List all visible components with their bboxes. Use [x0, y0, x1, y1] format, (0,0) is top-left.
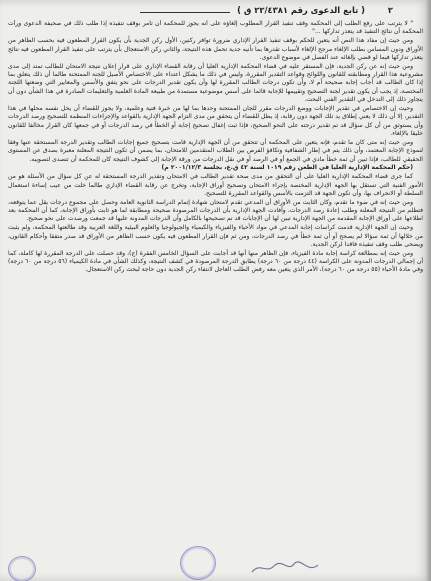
paragraph-review-scope: ومن حيث إنه عن ركن الجدية، فإن المستقر عليه في قضاء المحكمة الإدارية العليا أن رقابة القضاء الإداري على قرار إعلان نتيجة الامتحان للطالب تمتد إلى مدى مشروعية هذا القرار ومطابقته للقانون واللوائح وقواعد التقدير المقررة، وليس في ذلك ما يشكل اعتداء على الاختصاص الأصيل للجنة الممتحنة طالما أن ذلك يتعلق بما إذا كان الطالب قد أجاب إجابة صحيحة أم لا، وأن تكون درجات الطالب المقررة لها وأن يكون تقدير الدرجات على نحو يتفق والأسس والمعايير التي وضعتها اللجنة المختصة، إذ يجب أن يكون تقدير لجنة التصحيح وتقييمها للإجابة قائما على أسس موضوعية مستمدة من طبيعة المادة العلمية والتعليمات الصادرة في هذا الشأن دون أن يتجاوز ذلك إلى التدخل في التقدير الفني البحت.: [8, 62, 423, 104]
page-number: ٢: [387, 5, 393, 15]
paragraph-grading-authority: وحيث إن الاختصاص في تقدير الإجابات ووضع الدرجات مقرر للجان الممتحنة وحدها بما لها من خبرة فنية وعلمية، ولا يجوز للقضاء أن يحل نفسه محلها في هذا التقدير، إلا أن ذلك لا يعني إطلاق يد تلك الجهة دون رقابة، إذ يظل للقضاء أن يتحقق من مدى التزام الجهة الإدارية بالقواعد والإجراءات المنظمة للتصحيح ورصد الدرجات وأن يستوثق من أن كل سؤال قد تم تقدير درجته على النحو الصحيح، فإذا ثبت إغفال تصحيح إجابة أو الخطأ في رصد الدرجات أو في جمعها كان القرار مخالفا للقانون خليقا بالإلغاء.: [8, 104, 423, 137]
paragraph-physics-review: ومن حيث إنه بمطالعة كراسة إجابة مادة الفيزياء، فإن الظاهر منها أنها قد أجابت على السؤال الخامس الفقرة (ج)، وقد حصلت على الدرجة المقررة لها كاملة، كما أن إجمالي الدرجات المدونة على الكراسة (٤٤ درجة من ٦٠ درجة) يطابق الدرجة المرصودة في كشف النتيجة، وكذلك الشأن في مادة الكيمياء (٥٦ درجة من ٦٠ درجة) وفي مادة الأحياء (٥٥ درجة من ٦٠ درجة)، الأمر الذي يتعين معه رفض الطلب العاجل لانتفاء ركن الجدية دون حاجة لبحث ركن الاستعجال.: [8, 249, 423, 274]
paragraph-statute-quote: " لا يترتب على رفع الطلب إلى المحكمة وقف تنفيذ القرار المطلوب إلغاؤه على أنه يجوز للمحكمة أن تأمر بوقف تنفيذه إذا طلب ذلك في صحيفة الدعوى ورأت المحكمة أن نتائج التنفيذ قد يتعذر تداركها ...": [8, 20, 423, 36]
paragraph-technical-matters: كما جرى قضاء المحكمة الإدارية العليا على أن التحقق من مدى صحة تقدير الطالب في الامتحان وتقدير الدرجة المستحقة له عن كل سؤال من الأسئلة هو من الأمور الفنية التي تستقل بها الجهة الإدارية المختصة بإجراء الامتحان وتصحيح أوراق الإجابة، وتخرج عن رقابة القضاء الإداري طالما خلت من عيب إساءة استعمال السلطة أو الانحراف بها، وأن تكون الجهة قد التزمت بالأسس والقواعد المقررة للتصحيح.: [8, 173, 423, 197]
paragraph-precedent-citation: (حكم المحكمة الإدارية العليا في الطعن رقم ١٠١٩ لسنة ٤٢ ق.ع، بجلسة ٢٠٠١/١٢/٣ م): [161, 164, 413, 172]
paragraph-facts: ومن حيث إنه في ضوء ما تقدم، وكان الثابت من الأوراق أن المدعي تقدم لامتحان شهادة إتمام الدراسة الثانوية العامة وحصل على مجموع درجات يقل عما يتوقعه، فتظلم من النتيجة المعلنة وطلب إعادة رصد الدرجات، وأفادت الجهة الإدارية بأن الدرجات المرصودة صحيحة ومطابقة لما هو ثابت بأوراق الإجابة، كما أن المحكمة بعد اطلاعها على أوراق الإجابة المقدمة من الجهة الإدارية تبين لها أن الإجابات قد تم تصحيحها بالكامل وأن الدرجات المدونة عليها قد جمعت ورصدت على نحو صحيح.: [8, 198, 423, 223]
official-seal-stamp: [180, 546, 216, 580]
paragraph-answer-sheets: وحيث إن الجهة الإدارية قدمت كراسات إجابة المدعي في مواد الأحياء والفيزياء والكيمياء والجيولوجيا والعلوم البيئية واللغة العربية وقد طالعتها المحكمة، ولم يثبت من خلالها أن ثمة سؤالا لم يصحح أو أن ثمة خطأ في رصد الدرجات، ومن ثم فإن القرار المطعون فيه يكون حسب الظاهر من الأوراق قد صدر متفقا وأحكام القانون، ويضحى طلب وقف تنفيذه فاقدا لركن الجدية.: [8, 224, 423, 248]
page-header: [8, 5, 423, 19]
handwritten-signature: [250, 560, 320, 576]
paragraph-conditions: ومن حيث إن مفاد هذا النص أنه يتعين للحكم بوقف تنفيذ القرار الإداري ضرورة توافر ركنين، الأول ركن الجدية بأن يكون القرار المطعون فيه بحسب الظاهر من الأوراق ودون المساس بطلب الإلغاء مرجح الإلغاء لأسباب تقدرها بما تأنيه جدية تحمل هذه النتيجة، والثاني ركن الاستعجال بأن يترتب على تنفيذ القرار المطعون فيه نتائج يتعذر تداركها فيما لو قضي بإلغائه عند الفصل في موضوع الدعوى.: [8, 37, 423, 61]
page-edge-shadow: [425, 0, 431, 581]
case-reference-text: ( تابع الدعوى رقم ٢٢/٤٣٨١ ق ): [237, 5, 365, 15]
judgment-body: [8, 20, 423, 563]
header-underline: [140, 12, 230, 13]
official-seal-stamp-small: [8, 556, 36, 581]
case-reference: [140, 5, 365, 15]
paragraph-verification: ومن حيث إنه متى كان ما تقدم، فإنه يتعين على المحكمة أن تتحقق من أن الجهة الإدارية قامت بتصحيح جميع إجابات الطالب وتقدير الدرجة المستحقة عنها وفقا لنموذج الإجابة المعتمد، وأن ذلك يتم في إطار الشفافية وتكافؤ الفرص بين الطلاب المتقدمين للامتحان، بما يضمن أن تكون النتيجة المعلنة معبرة بصدق عن المستوى الحقيقي للطالب، فإذا تبين أن ثمة خطأ مادي في الجمع أو في الرصد أو في نقل الدرجات من ورقة الإجابة إلى كشوف النتيجة كان للمحكمة أن تتصدى لتصويبه.: [8, 138, 423, 163]
